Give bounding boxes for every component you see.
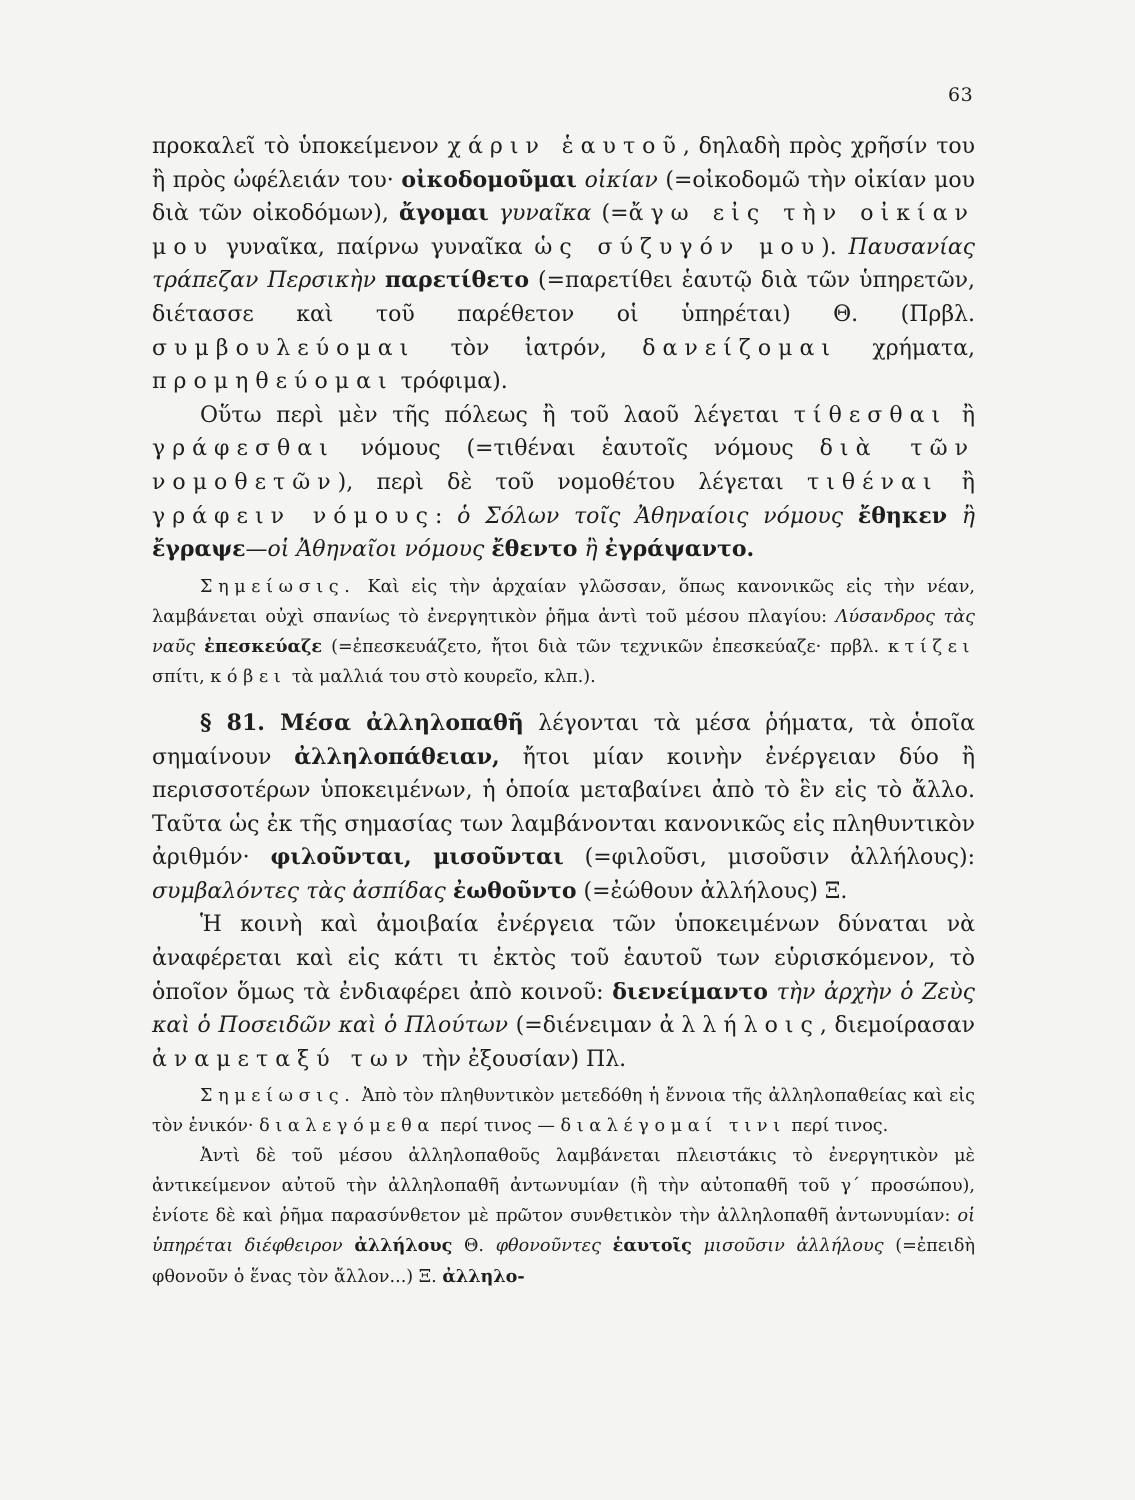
text-run: τὴν ἐξουσίαν) Πλ. [415, 1046, 627, 1072]
text-run: ἐωθοῦντο [452, 877, 577, 904]
text-run: ἐγράψαντο. [604, 536, 755, 563]
text-run: ), περὶ δὲ τοῦ νομοθέτου λέγεται [337, 469, 807, 495]
text-run: περί τινος — [434, 1116, 561, 1137]
text-run: ἄγω εἰς τὴν οἰκίαν μου [152, 201, 975, 260]
text-run: κόβει [210, 667, 287, 688]
text-run: ἄγομαι [398, 200, 489, 227]
text-run: τὴν ἀρχὴν ὁ Ζεὺς καὶ ὁ Ποσειδῶν καὶ ὁ Πλούτων [152, 979, 975, 1039]
text-run: κτίζει [888, 637, 975, 658]
text-run: οἱ Ἀθηναῖοι νόμους [267, 537, 485, 563]
text-run [692, 1236, 704, 1256]
paragraph [152, 399, 975, 567]
text-run: ἔγραψε [152, 536, 246, 563]
text-run [843, 504, 858, 529]
text-run [601, 1236, 613, 1256]
text-run: διαλεγόμεθα [259, 1116, 435, 1137]
text-run: (=ἐώθουν ἀλλήλους) Ξ. [576, 878, 848, 904]
text-run: Οὕτω περὶ μὲν τῆς πόλεως ἢ τοῦ λαοῦ λέγεται [200, 402, 794, 428]
text-run: χρήματα, [837, 335, 975, 361]
text-run: ἀλληλο- [442, 1266, 525, 1288]
text-run: Θ. [452, 1236, 496, 1257]
text-run [446, 879, 453, 904]
text-run: χάριν ἑαυτοῦ [447, 134, 683, 159]
text-run: ὁ Σόλων τοῖς Ἀθηναίοις νόμους [457, 503, 844, 529]
text-run: , διεμοίρασαν [819, 1013, 975, 1039]
text-run: ἢ [961, 503, 976, 529]
page-number: 63 [948, 84, 974, 106]
text-run: γυναῖκα, παίρνω γυναῖκα [214, 234, 535, 260]
text-run: οἰκίαν [584, 167, 658, 193]
text-run: συμβαλόντες τὰς ἀσπίδας [152, 878, 446, 904]
text-run: Ἀπὸ τὸν πληθυντικὸν μετεδόθη ἡ ἔννοια τῆς ἀλληλοπαθείας καὶ εἰς τὸν ἑνικόν· [152, 1086, 975, 1137]
text-run: ὡς σύζυγόν μου [534, 234, 822, 260]
text-run: Μέσα ἀλληλοπαθῆ [280, 709, 524, 736]
text-run: Σημείωσις. [200, 576, 356, 597]
text-run: μισοῦσιν ἀλλήλους [703, 1236, 884, 1257]
text-run: οἱ ὑπηρέται διέφθειρον [152, 1205, 975, 1257]
note-paragraph [152, 1142, 975, 1293]
paragraph [152, 130, 975, 399]
text-run: Λύσανδρος τὰς ναῦς [152, 606, 975, 658]
text-run: Καὶ εἰς τὴν ἀρχαίαν γλῶσσαν, ὅπως κανονικῶς εἰς τὴν νέαν, λαμβάνεται οὐχὶ σπανίως τὸ ἐνεργητικὸν ῥῆμα ἀντὶ τοῦ μέσου πλαγίου: [152, 576, 975, 627]
text-run: γράφεσθαι [152, 436, 335, 462]
text-run: (= [591, 201, 629, 227]
text-run: Ἡ κοινὴ καὶ ἀμοιβαία ἐνέργεια τῶν ὑποκειμένων δύναται νὰ ἀναφέρεται καὶ εἰς κάτι τι ἐκτὸς τοῦ ἑαυτοῦ των εὑρισκόμενον, τὸ ὁποῖον ὅμως τὰ ἐνδιαφέρει ἀπὸ κοινοῦ: [152, 912, 975, 1005]
text-run: (=ἐπειδὴ φθονοῦν ὁ ἕνας τὸν ἄλλον...) Ξ. [152, 1236, 976, 1288]
text-run: ἐπεσκεύαζε [204, 636, 323, 658]
text-run: τὸν ἰατρόν, [415, 335, 643, 361]
text-run: ἀλλήλους [354, 1235, 453, 1257]
text-run [768, 980, 777, 1005]
text-run [598, 537, 605, 562]
text-run: ἢ [938, 469, 975, 495]
text-run: διαλέγομαί τινι [560, 1116, 786, 1137]
text-run: διὰ τῶν νομοθετῶν [152, 436, 975, 495]
text-run: ἤτοι μίαν κοινὴν ἐνέργειαν δύο ἢ περισσοτέρων ὑποκειμένων, ἡ ὁποία μεταβαίνει ἀπὸ τὸ ἓν εἰς τὸ ἄλλο. Ταῦτα ὡς ἐκ τῆς σημασίας των λαμβάνονται κανονικῶς εἰς πληθυντικὸν ἀριθμόν· [152, 744, 975, 871]
text-run: Σημείωσις. [200, 1086, 356, 1107]
text-run: τρόφιμα). [393, 369, 508, 395]
text-run: ἀλλήλοις [659, 1013, 820, 1039]
text-run: (=οἰκοδομῶ τὴν οἰκίαν μου διὰ τῶν οἰκοδόμων), [152, 167, 976, 227]
text-run: παρετίθετο [384, 267, 529, 294]
text-run: ἔθηκεν [857, 502, 948, 529]
text-run: νόμους (=τιθέναι ἑαυτοῖς νόμους [334, 436, 820, 462]
text-run: , δηλαδὴ πρὸς χρῆσίν του ἢ πρὸς ὠφέλειάν του· [152, 134, 975, 193]
text-run: λέγονται τὰ μέσα ῥήματα, τὰ ὁποῖα σημαίνουν [152, 710, 975, 770]
text-run [376, 268, 385, 293]
text-run: — [245, 537, 268, 563]
text-run: ἀναμεταξύ των [152, 1046, 416, 1072]
text-run: Παυσανίας τράπεζαν Περσικὴν [152, 234, 975, 294]
text-run: τὰ μαλλιά του στὸ κουρεῖο, κλπ.). [286, 667, 596, 688]
text-run: : [434, 503, 458, 529]
text-run: § 81. [200, 709, 281, 736]
note-paragraph [152, 1082, 975, 1142]
text-run: τίθεσθαι [793, 402, 948, 428]
text-run [489, 201, 499, 226]
text-run: ἑαυτοῖς [612, 1235, 692, 1257]
text-run [343, 1236, 355, 1256]
text-run: (=ἐπεσκευάζετο, ἤτοι διὰ τῶν τεχνικῶν ἐπεσκεύαζε· πρβλ. [322, 637, 889, 658]
note-paragraph [152, 573, 975, 693]
text-run: οἰκοδομοῦμαι [401, 166, 577, 193]
text-run: προκαλεῖ τὸ ὑποκείμενον [152, 134, 448, 159]
text-run: Ἀντὶ δὲ τοῦ μέσου ἀλληλοπαθοῦς λαμβάνεται πλειστάκις τὸ ἐνεργητικὸν μὲ ἀντικείμενον αὐτοῦ τὴν ἀλληλοπαθῆ ἀντωνυμίαν (ἢ τὴν αὐτοπαθῆ τοῦ γ΄ προσώπου), ἐνίοτε δὲ καὶ ῥῆμα παρασύνθετον μὲ πρῶτον συνθετικὸν τὴν ἀλληλοπαθῆ ἀντωνυμίαν: [152, 1146, 975, 1226]
text-run: δανείζομαι [642, 335, 838, 361]
text-run: γυναῖκα [498, 201, 592, 227]
text-run: ἢ [584, 537, 598, 563]
body-text [152, 130, 975, 1293]
text-run: ἔθεντο [491, 536, 578, 563]
text-run: ἀλληλοπάθειαν, [294, 743, 500, 770]
section-paragraph [152, 707, 975, 909]
text-run [577, 168, 585, 193]
paragraph [152, 908, 975, 1076]
text-run: ). [821, 234, 849, 260]
text-run: περί τινος. [785, 1116, 889, 1137]
text-run: φιλοῦνται, μισοῦνται [270, 844, 564, 871]
text-run: (=παρετίθει ἑαυτῷ διὰ τῶν ὑπηρετῶν, διέτασσε καὶ τοῦ παρέθετον οἱ ὑπηρέται) Θ. (Πρβλ. [152, 268, 975, 327]
text-run: ἢ [947, 402, 975, 428]
text-run [195, 637, 204, 657]
text-run: σπίτι, [152, 667, 211, 688]
text-run: προμηθεύομαι [152, 369, 394, 395]
text-run: τιθέναι [807, 469, 939, 495]
text-run: συμβουλεύομαι [152, 335, 416, 361]
text-run: (=φιλοῦσι, μισοῦσιν ἀλλήλους): [563, 845, 975, 871]
text-run [947, 504, 962, 529]
text-run: γράφειν νόμους [152, 503, 435, 529]
text-run: φθονοῦντες [495, 1236, 601, 1257]
text-run: διενείμαντο [612, 978, 768, 1005]
text-run: (=διένειμαν [508, 1013, 660, 1039]
